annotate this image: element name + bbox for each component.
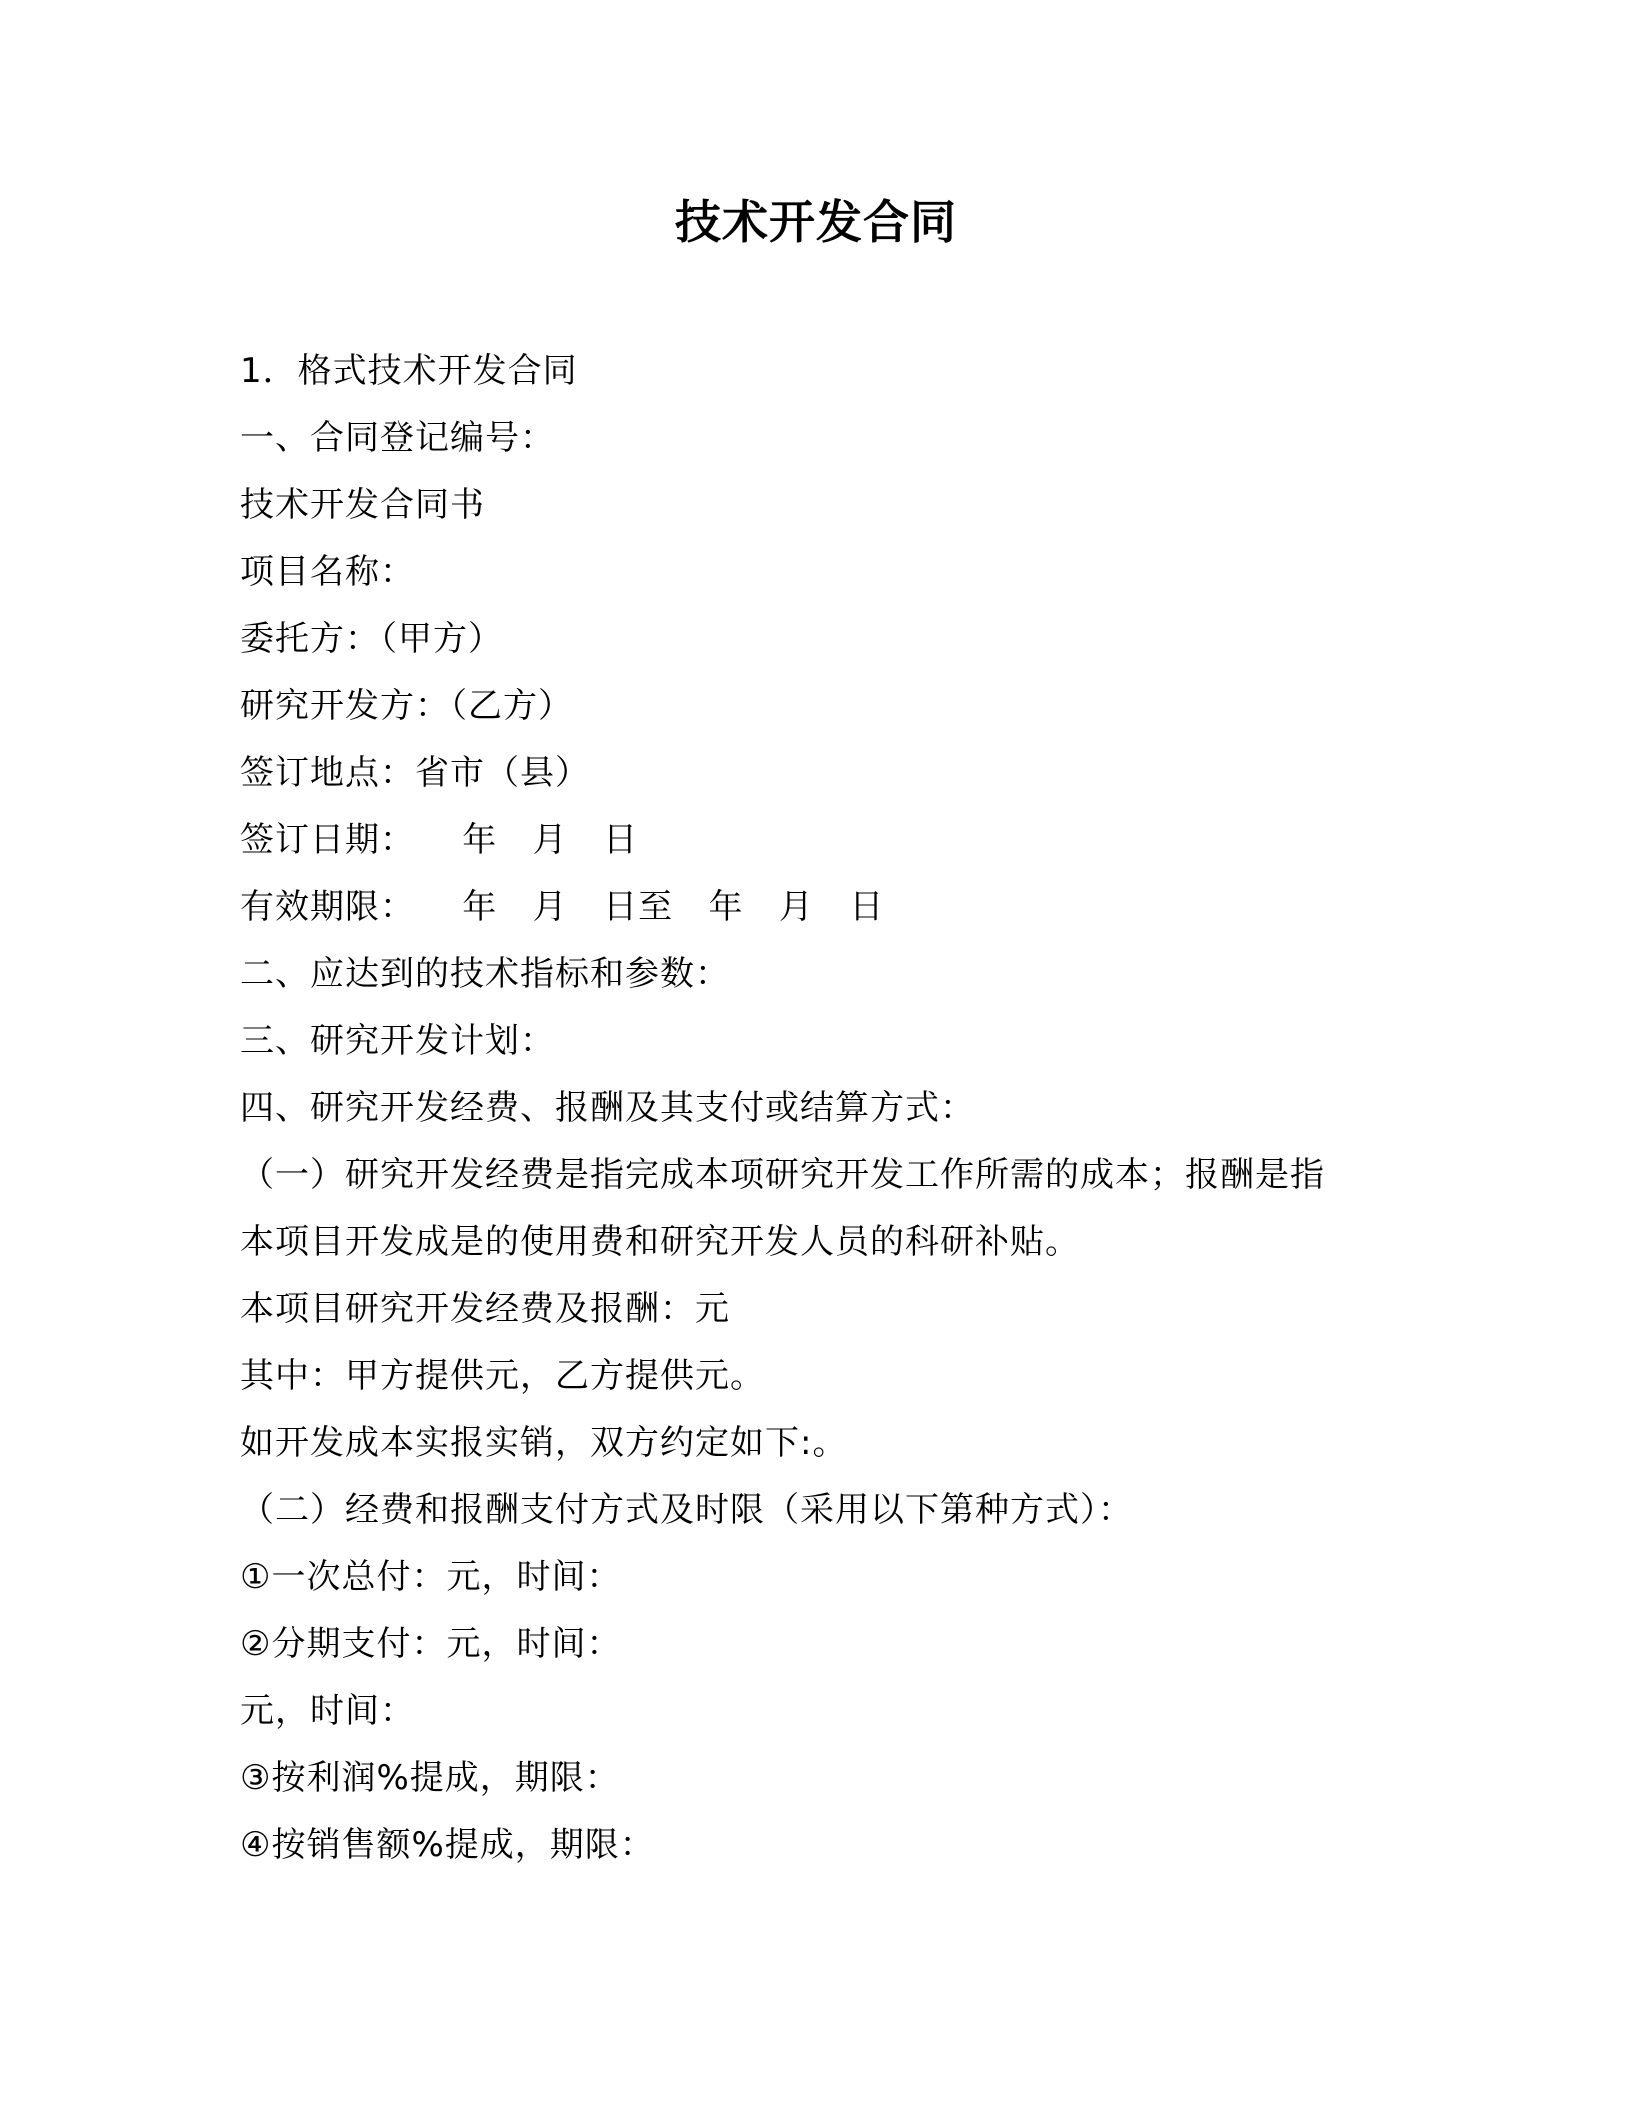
payment-method-heading: （二）经费和报酬支付方式及时限（采用以下第种方式）： — [240, 1490, 1133, 1530]
cost-reimbursement-field: 如开发成本实报实销，双方约定如下:。 — [240, 1423, 848, 1463]
document-title: 技术开发合同 — [675, 195, 957, 249]
research-plan-heading: 三、研究开发计划： — [240, 1021, 555, 1061]
client-party-field: 委托方：（甲方） — [240, 619, 503, 659]
funding-payment-heading: 四、研究开发经费、报酬及其支付或结算方式： — [240, 1088, 975, 1128]
funding-definition-line-1: （一）研究开发经费是指完成本项研究开发工作所需的成本；报酬是指 — [240, 1155, 1325, 1195]
contract-book-heading: 技术开发合同书 — [240, 485, 485, 525]
payment-option-installments-continued: 元，时间： — [240, 1691, 415, 1731]
document-body — [240, 338, 1390, 1879]
signing-date-field: 签订日期： 年 月 日 — [240, 820, 639, 860]
payment-option-lump-sum: ①一次总付：元，时间： — [240, 1557, 622, 1597]
section-heading-format: 1．格式技术开发合同 — [240, 351, 578, 391]
developer-party-field: 研究开发方：（乙方） — [240, 686, 573, 726]
signing-place-field: 签订地点：省市（县） — [240, 753, 590, 793]
technical-indicators-heading: 二、应达到的技术指标和参数： — [240, 954, 730, 994]
contract-registration-number: 一、合同登记编号： — [240, 418, 555, 458]
payment-option-sales-share: ④按销售额%提成，期限： — [240, 1825, 655, 1865]
funding-definition-line-2: 本项目开发成是的使用费和研究开发人员的科研补贴。 — [240, 1222, 1080, 1262]
validity-period-field: 有效期限： 年 月 日至 年 月 日 — [240, 887, 885, 927]
project-name-field: 项目名称： — [240, 552, 415, 592]
funding-amount-field: 本项目研究开发经费及报酬：元 — [240, 1289, 730, 1329]
payment-option-profit-share: ③按利润%提成，期限： — [240, 1758, 620, 1798]
funding-split-field: 其中：甲方提供元，乙方提供元。 — [240, 1356, 765, 1396]
payment-option-installments: ②分期支付：元，时间： — [240, 1624, 622, 1664]
